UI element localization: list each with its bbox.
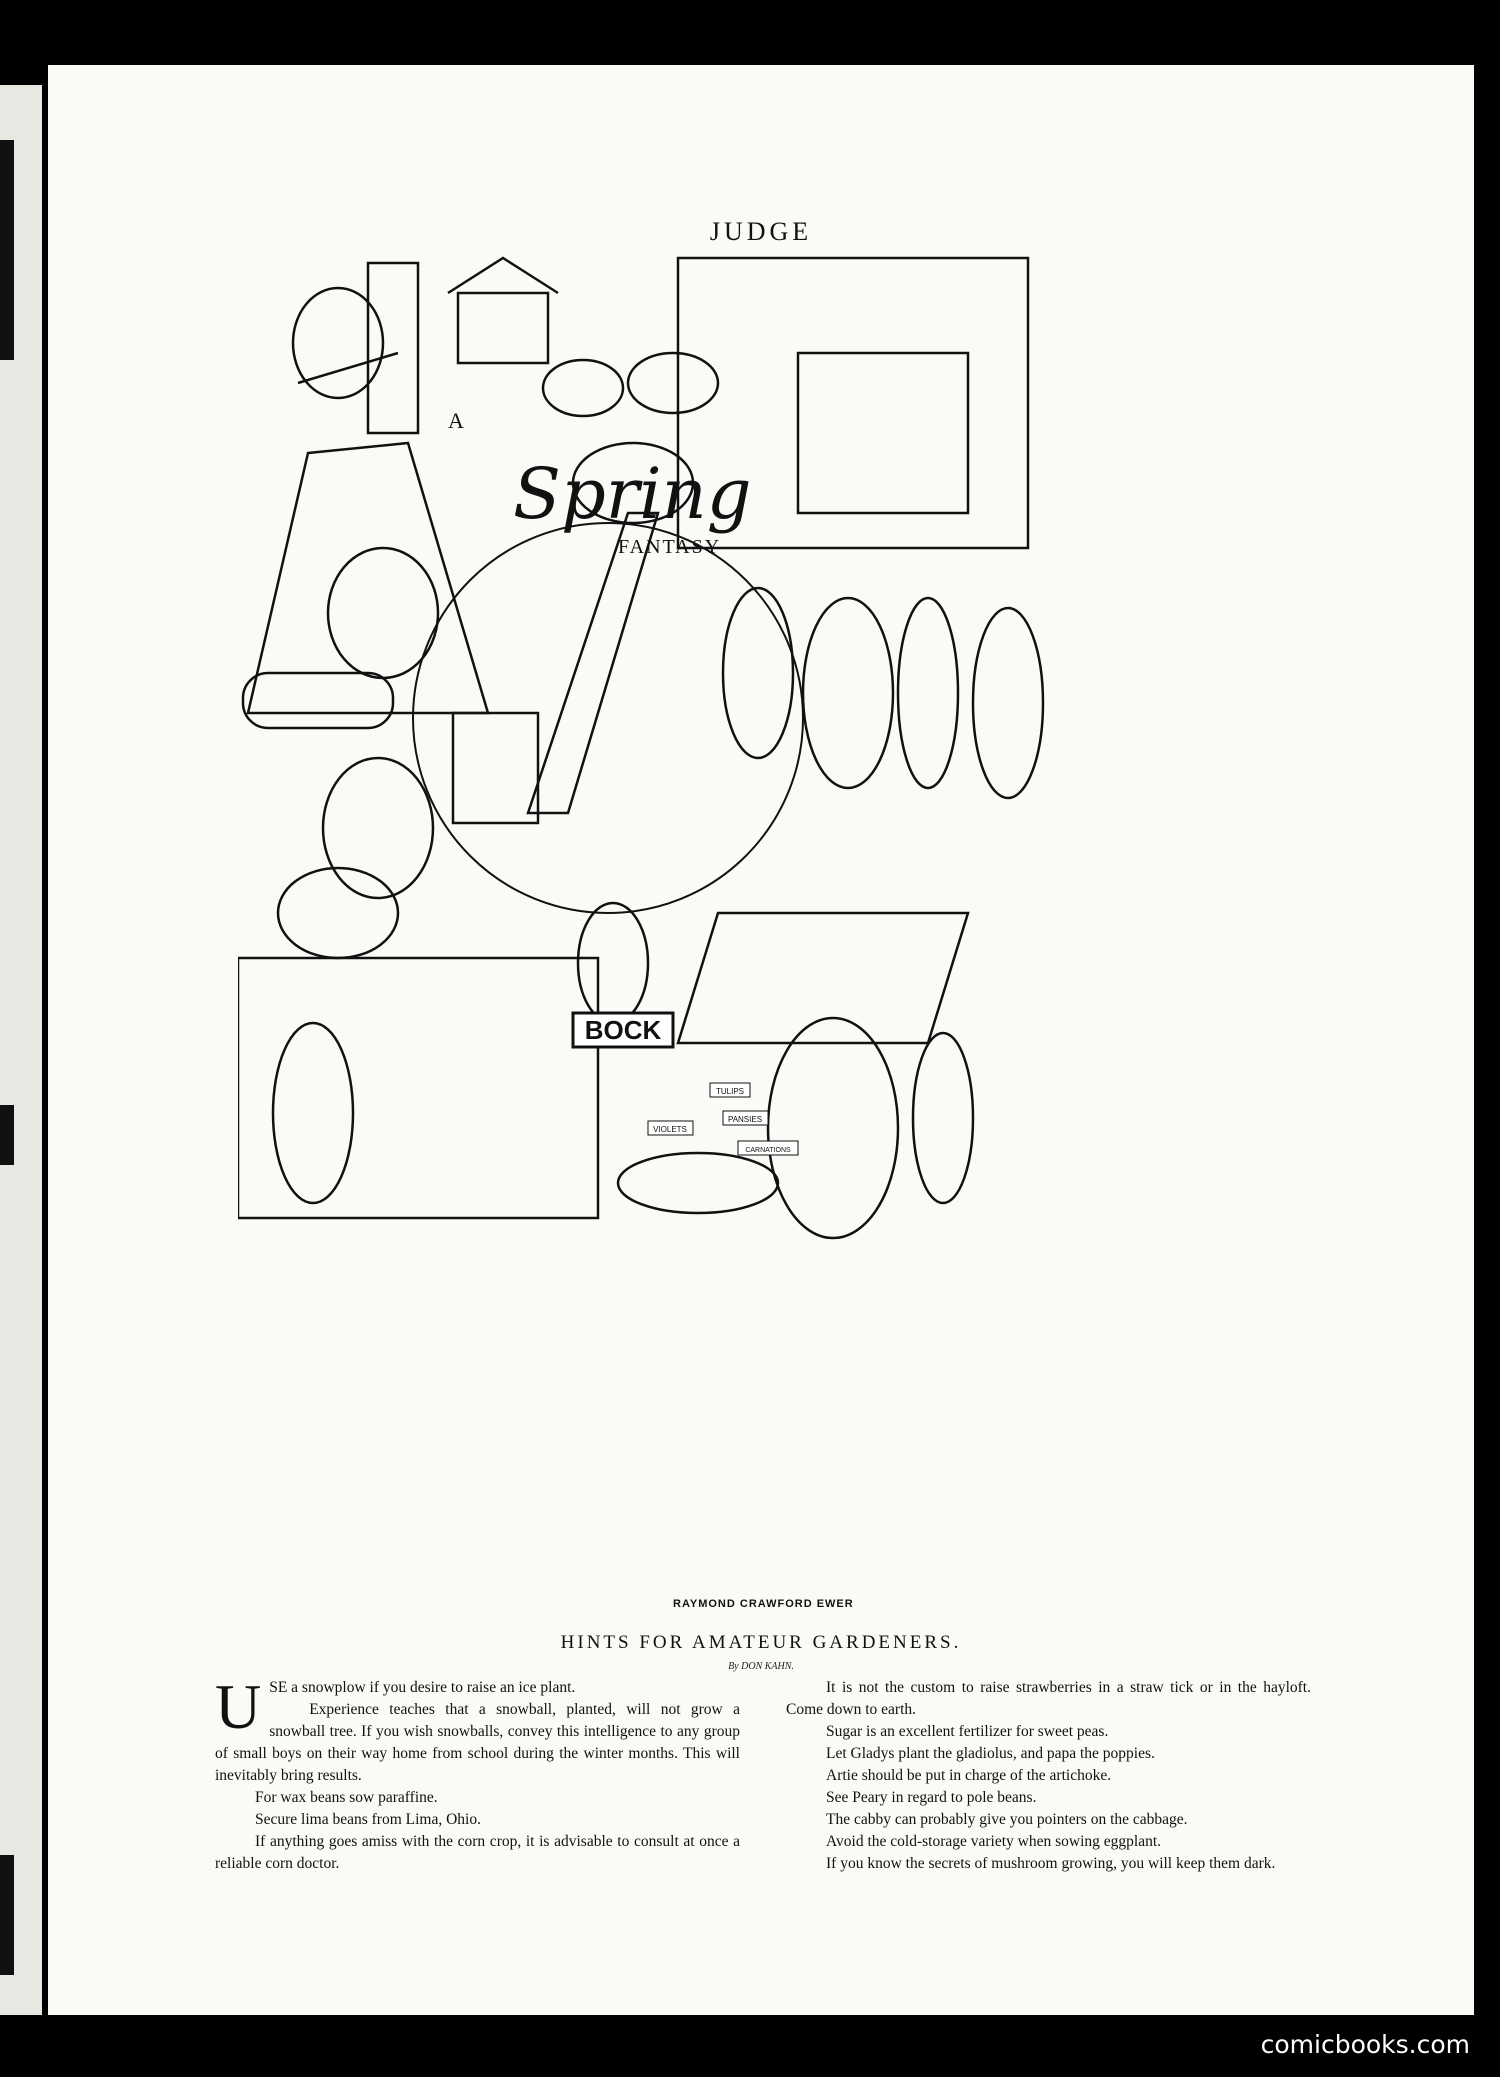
facing-page-edge xyxy=(0,85,42,2015)
rooster-left xyxy=(543,360,623,416)
site-watermark: comicbooks.com xyxy=(1260,2030,1470,2059)
artist-signature: RAYMOND CRAWFORD EWER xyxy=(673,1598,854,1610)
garden-mound xyxy=(618,1153,778,1213)
paragraph: Artie should be put in charge of the artichoke. xyxy=(826,1767,1112,1784)
framed-picture xyxy=(453,713,538,823)
masthead: JUDGE xyxy=(709,217,813,246)
woman-with-apron xyxy=(273,1023,353,1203)
facing-page-ink xyxy=(0,1105,14,1165)
magazine-page xyxy=(48,65,1474,2015)
illustration-drawing xyxy=(238,253,1318,1623)
paragraph: USE a snowplow if you desire to raise an ice plant. xyxy=(215,1671,576,1742)
article-column-right xyxy=(786,1677,1311,1875)
paragraph: For wax beans sow paraffine. xyxy=(255,1789,438,1806)
paragraph: Experience teaches that a snowball, planted, will not grow a snowball tree. If you wish snowballs, convey this intelligence to any group of small boys on their way home from school during the winter months. This will inevitably bring results. xyxy=(215,1701,740,1784)
spring-fantasy-illustration xyxy=(238,253,1318,1623)
band-member-1 xyxy=(723,588,793,758)
article-byline: By DON KAHN. xyxy=(728,1661,794,1672)
bock-goat xyxy=(578,903,648,1023)
article-column-left xyxy=(215,1671,740,1875)
carnations-label: CARNATIONS xyxy=(745,1147,791,1154)
band-member-violin xyxy=(898,598,958,788)
rooster-right xyxy=(628,353,718,413)
paragraph: If you know the secrets of mushroom growing, you will keep them dark. xyxy=(826,1855,1276,1872)
piano xyxy=(798,353,968,513)
paragraph: Sugar is an excellent fertilizer for sweet peas. xyxy=(826,1723,1109,1740)
ladder xyxy=(528,513,658,813)
tulips-label: TULIPS xyxy=(715,1087,745,1096)
paragraph: If anything goes amiss with the corn crop, it is advisable to consult at once a reliable corn doctor. xyxy=(215,1833,740,1872)
pansies-label: PANSIES xyxy=(727,1115,763,1124)
facing-page-ink xyxy=(0,1855,14,1975)
paragraph: The cabby can probably give you pointers on the cabbage. xyxy=(826,1811,1188,1828)
band-member-bass xyxy=(973,608,1043,798)
washing-figures xyxy=(323,758,433,898)
drop-cap: U xyxy=(215,1671,262,1742)
house-vignette xyxy=(458,293,548,363)
paragraph: See Peary in regard to pole beans. xyxy=(826,1789,1037,1806)
title-a: A xyxy=(448,408,464,433)
carpet-roll xyxy=(243,673,393,728)
paragraph: Let Gladys plant the gladiolus, and papa the poppies. xyxy=(826,1745,1155,1762)
article-title: HINTS FOR AMATEUR GARDENERS. xyxy=(560,1632,962,1653)
door-vignette xyxy=(368,263,418,433)
jumping-man xyxy=(768,1018,898,1238)
band-member-tuba xyxy=(803,598,893,788)
paragraph: It is not the custom to raise strawberries in a straw tick or in the hayloft. Come down to earth. xyxy=(786,1679,1311,1718)
bock-label: BOCK xyxy=(584,1015,662,1045)
paragraph: Avoid the cold-storage variety when sowing eggplant. xyxy=(826,1833,1162,1850)
sandbox-vignette xyxy=(678,913,968,1043)
paragraph: Secure lima beans from Lima, Ohio. xyxy=(255,1811,481,1828)
ladder-scene-circle xyxy=(413,523,803,913)
facing-page-ink xyxy=(0,140,14,360)
title-spring: Spring xyxy=(513,453,752,535)
boy-with-shovel xyxy=(913,1033,973,1203)
violets-label: VIOLETS xyxy=(653,1125,687,1134)
attic-scene xyxy=(238,958,598,1218)
title-fantasy: FANTASY xyxy=(618,536,722,558)
washtub xyxy=(278,868,398,958)
